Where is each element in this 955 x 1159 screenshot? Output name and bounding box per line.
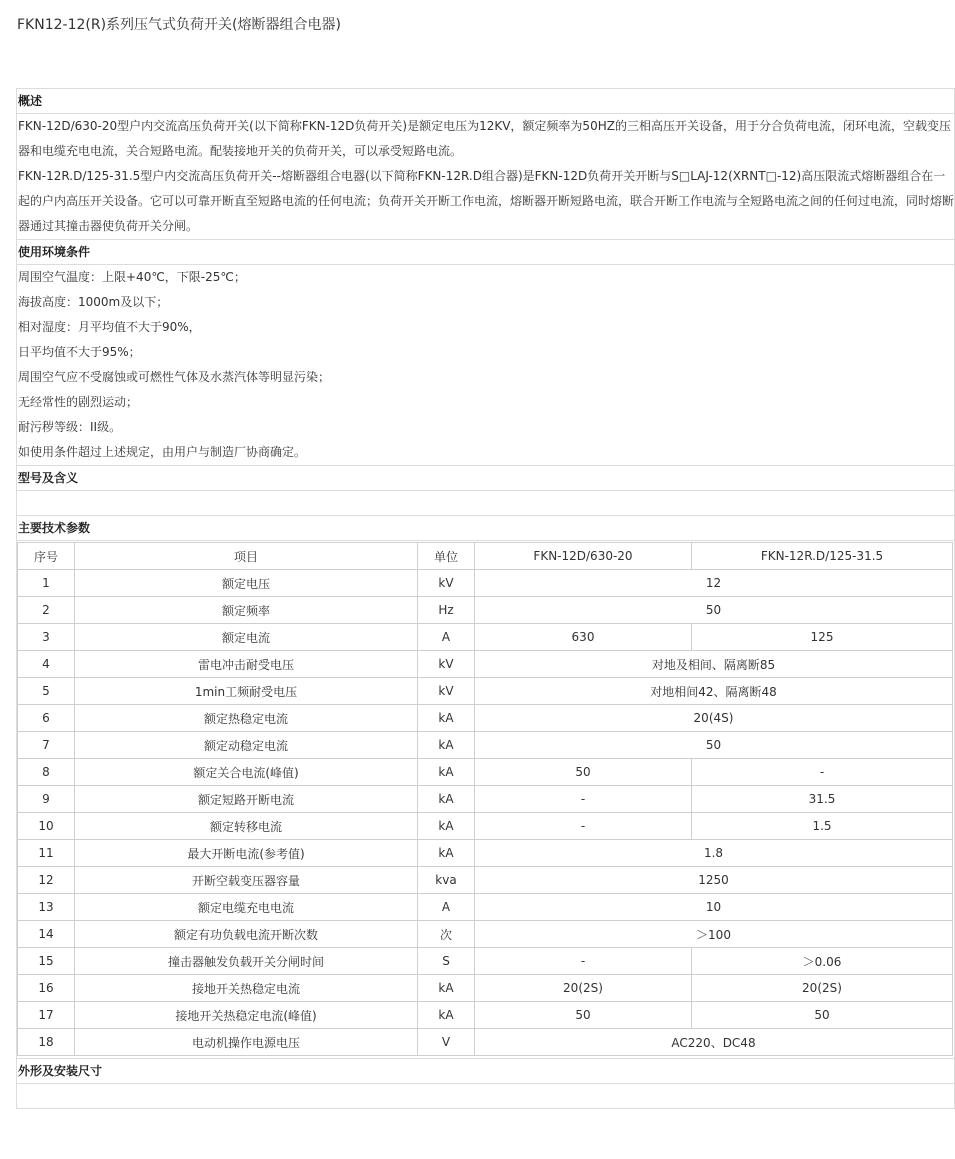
cell-value-b: ＞0.06 <box>692 948 953 975</box>
cell-value-merged: 1.8 <box>475 840 953 867</box>
cell-value-a: - <box>475 786 692 813</box>
cell-unit: kA <box>418 786 475 813</box>
table-row <box>18 678 953 705</box>
header-no: 序号 <box>18 543 75 570</box>
section-heading-params: 主要技术参数 <box>17 516 954 541</box>
cell-no: 7 <box>18 732 75 759</box>
cell-no: 5 <box>18 678 75 705</box>
product-details <box>16 88 955 1109</box>
cell-no: 18 <box>18 1029 75 1056</box>
overview-paragraph-2: FKN-12R.D/125-31.5型户内交流高压负荷开关--熔断器组合电器(以下简称FKN-12R.D组合器)是FKN-12D负荷开关开断与S□LAJ-12(XRNT□-12)高压限流式熔断器组合在一起的户内高压开关设备。它可以可靠开断直至短路电流的任何电流；负荷开关开断工作电流，熔断器开断短路电流，联合开断工作电流与全短路电流之间的任何过电流，同时熔断器通过其撞击器使负荷开关分闸。 <box>18 169 955 233</box>
environment-line: 周围空气温度：上限+40℃，下限-25℃； <box>18 270 246 284</box>
cell-unit: kA <box>418 705 475 732</box>
cell-item: 最大开断电流(参考值) <box>75 840 418 867</box>
cell-value-a: 630 <box>475 624 692 651</box>
section-heading-model: 型号及含义 <box>17 466 954 491</box>
table-row <box>18 651 953 678</box>
cell-value-merged: 1250 <box>475 867 953 894</box>
table-row <box>18 597 953 624</box>
section-heading-environment: 使用环境条件 <box>17 240 954 265</box>
cell-no: 8 <box>18 759 75 786</box>
cell-value-b: 31.5 <box>692 786 953 813</box>
cell-unit: A <box>418 894 475 921</box>
cell-unit: kA <box>418 1002 475 1029</box>
cell-unit: kA <box>418 975 475 1002</box>
cell-item: 开断空载变压器容量 <box>75 867 418 894</box>
cell-value-b: 50 <box>692 1002 953 1029</box>
cell-item: 雷电冲击耐受电压 <box>75 651 418 678</box>
cell-unit: kA <box>418 759 475 786</box>
cell-item: 电动机操作电源电压 <box>75 1029 418 1056</box>
cell-value-b: 1.5 <box>692 813 953 840</box>
dimensions-empty-block <box>17 1084 954 1109</box>
cell-no: 14 <box>18 921 75 948</box>
cell-unit: kva <box>418 867 475 894</box>
cell-value-b: 125 <box>692 624 953 651</box>
cell-value-merged: 12 <box>475 570 953 597</box>
section-heading-dimensions: 外形及安装尺寸 <box>17 1059 954 1084</box>
header-model-a: FKN-12D/630-20 <box>475 543 692 570</box>
environment-line: 如使用条件超过上述规定，由用户与制造厂协商确定。 <box>18 445 307 459</box>
cell-unit: V <box>418 1029 475 1056</box>
table-row <box>18 975 953 1002</box>
cell-item: 撞击器触发负载开关分闸时间 <box>75 948 418 975</box>
environment-line: 相对湿度：月平均值不大于90%， <box>18 320 201 334</box>
cell-no: 16 <box>18 975 75 1002</box>
table-row <box>18 867 953 894</box>
cell-no: 15 <box>18 948 75 975</box>
cell-item: 1min工频耐受电压 <box>75 678 418 705</box>
cell-item: 额定电缆充电电流 <box>75 894 418 921</box>
cell-no: 11 <box>18 840 75 867</box>
cell-no: 3 <box>18 624 75 651</box>
table-row <box>18 759 953 786</box>
cell-value-merged: ＞100 <box>475 921 953 948</box>
cell-item: 额定短路开断电流 <box>75 786 418 813</box>
cell-value-merged: 50 <box>475 732 953 759</box>
cell-value-a: - <box>475 813 692 840</box>
cell-item: 接地开关热稳定电流(峰值) <box>75 1002 418 1029</box>
cell-item: 额定电压 <box>75 570 418 597</box>
table-header-row <box>18 543 953 570</box>
environment-line: 无经常性的剧烈运动； <box>18 395 139 409</box>
page-title: FKN12-12(R)系列压气式负荷开关(熔断器组合电器) <box>17 17 341 33</box>
table-row <box>18 786 953 813</box>
cell-value-b: - <box>692 759 953 786</box>
params-table-wrapper <box>17 541 954 1059</box>
cell-value-a: 50 <box>475 1002 692 1029</box>
table-row <box>18 1029 953 1056</box>
environment-line: 耐污秽等级：II级。 <box>18 420 122 434</box>
overview-paragraph-1: FKN-12D/630-20型户内交流高压负荷开关(以下简称FKN-12D负荷开关)是额定电压为12KV，额定频率为50HZ的三相高压开关设备，用于分合负荷电流，闭环电流，空载变压器和电缆充电电流，关合短路电流。配装接地开关的负荷开关，可以承受短路电流。 <box>18 119 951 158</box>
cell-unit: kV <box>418 651 475 678</box>
cell-no: 6 <box>18 705 75 732</box>
cell-unit: kA <box>418 732 475 759</box>
cell-no: 12 <box>18 867 75 894</box>
table-row <box>18 570 953 597</box>
environment-line: 日平均值不大于95%； <box>18 345 141 359</box>
table-row <box>18 705 953 732</box>
header-unit: 单位 <box>418 543 475 570</box>
cell-item: 额定热稳定电流 <box>75 705 418 732</box>
section-heading-overview: 概述 <box>17 89 954 114</box>
cell-value-merged: 50 <box>475 597 953 624</box>
cell-value-b: 20(2S) <box>692 975 953 1002</box>
environment-line: 海拔高度：1000m及以下； <box>18 295 169 309</box>
table-row <box>18 1002 953 1029</box>
header-model-b: FKN-12R.D/125-31.5 <box>692 543 953 570</box>
model-empty-block <box>17 491 954 516</box>
cell-value-merged: 20(4S) <box>475 705 953 732</box>
cell-item: 额定关合电流(峰值) <box>75 759 418 786</box>
cell-no: 2 <box>18 597 75 624</box>
cell-unit: kA <box>418 813 475 840</box>
environment-body <box>17 265 954 466</box>
header-item: 项目 <box>75 543 418 570</box>
cell-value-merged: 对地及相间、隔离断85 <box>475 651 953 678</box>
params-table <box>17 542 953 1056</box>
cell-unit: kA <box>418 840 475 867</box>
cell-item: 额定电流 <box>75 624 418 651</box>
cell-value-merged: 对地相间42、隔离断48 <box>475 678 953 705</box>
table-row <box>18 624 953 651</box>
cell-unit: A <box>418 624 475 651</box>
cell-no: 13 <box>18 894 75 921</box>
table-row <box>18 948 953 975</box>
cell-no: 4 <box>18 651 75 678</box>
cell-item: 额定动稳定电流 <box>75 732 418 759</box>
cell-unit: Hz <box>418 597 475 624</box>
overview-body <box>17 114 954 240</box>
cell-value-a: 20(2S) <box>475 975 692 1002</box>
cell-unit: kV <box>418 678 475 705</box>
cell-item: 额定有功负载电流开断次数 <box>75 921 418 948</box>
cell-item: 额定转移电流 <box>75 813 418 840</box>
cell-no: 17 <box>18 1002 75 1029</box>
cell-item: 接地开关热稳定电流 <box>75 975 418 1002</box>
cell-unit: kV <box>418 570 475 597</box>
cell-no: 1 <box>18 570 75 597</box>
cell-value-merged: AC220、DC48 <box>475 1029 953 1056</box>
environment-line: 周围空气应不受腐蚀或可燃性气体及水蒸汽体等明显污染； <box>18 370 331 384</box>
table-row <box>18 732 953 759</box>
cell-value-a: 50 <box>475 759 692 786</box>
table-row <box>18 921 953 948</box>
cell-value-merged: 10 <box>475 894 953 921</box>
cell-unit: S <box>418 948 475 975</box>
params-table-body <box>18 543 953 1056</box>
cell-no: 10 <box>18 813 75 840</box>
cell-unit: 次 <box>418 921 475 948</box>
cell-no: 9 <box>18 786 75 813</box>
table-row <box>18 840 953 867</box>
cell-item: 额定频率 <box>75 597 418 624</box>
table-row <box>18 813 953 840</box>
table-row <box>18 894 953 921</box>
cell-value-a: - <box>475 948 692 975</box>
